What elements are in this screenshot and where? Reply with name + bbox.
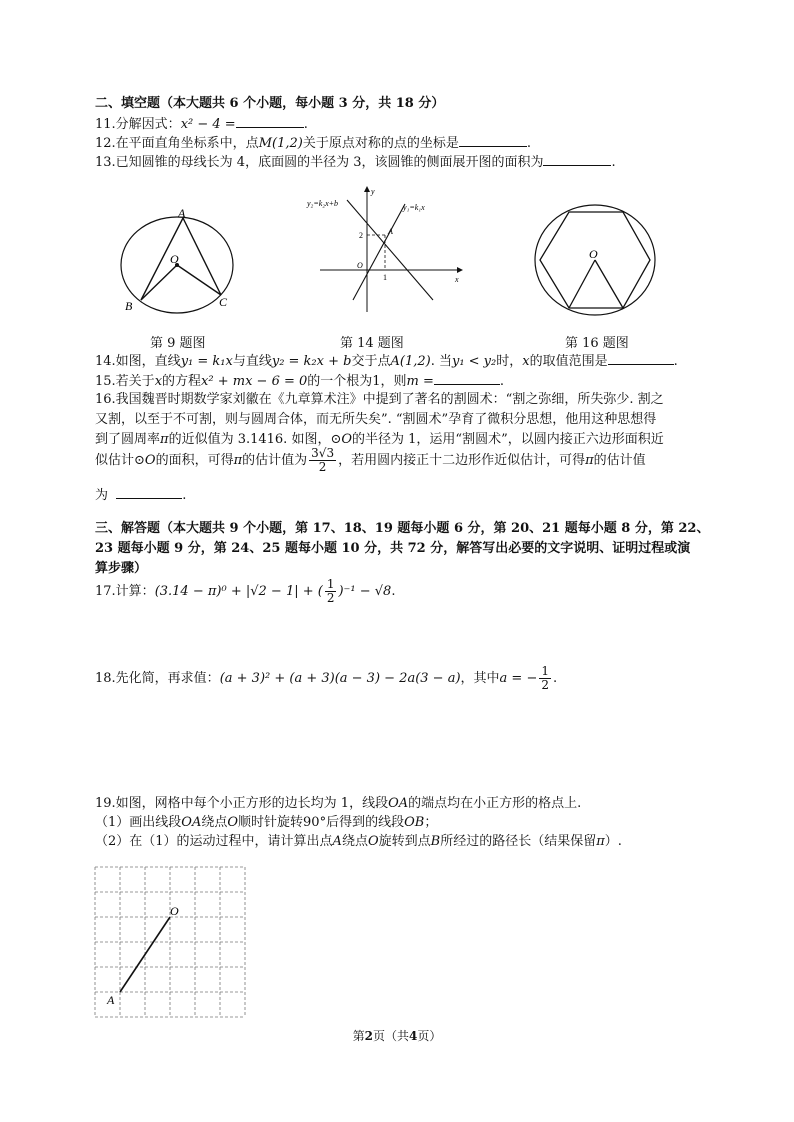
label-c: C xyxy=(219,295,228,309)
label-a: A xyxy=(388,227,393,236)
fraction-one-half: $\frac{1}{2}$ xyxy=(326,577,335,605)
question-19-line2: （1）画出线段OA绕点O顺时针旋转90°后得到的线段OB； xyxy=(95,815,438,830)
caption-fig9: 第 9 题图 xyxy=(150,336,206,351)
label-a: A xyxy=(178,206,186,220)
question-16-line3: 到了圆周率π的近似值为 3.1416. 如图，⊙O的半径为 1，运用“割圆术”，以圆内接正六边形面积近 xyxy=(95,432,664,447)
line-y1 xyxy=(353,204,405,300)
label-o: O xyxy=(589,247,598,261)
question-12: 12.在平面直角坐标系中，点M(1,2)关于原点对称的点的坐标是 . xyxy=(95,136,531,151)
radius-ob xyxy=(141,265,177,300)
caption-fig16: 第 16 题图 xyxy=(565,336,629,351)
question-16-line4: 似估计⊙O的面积，可得π的估计值为 $\frac{3√3}{2}$ ，若用圆内接正十二边形作近似估计，可得π的估计值 xyxy=(95,446,646,474)
question-14: 14.如图，直线y₁ = k₁x与直线y₂ = k₂x + b交于点A(1,2). 当y₁ < y₂时，x的取值范围是 . xyxy=(95,354,678,369)
caption-fig14: 第 14 题图 xyxy=(340,336,404,351)
answer-blank-11[interactable] xyxy=(236,115,304,128)
figure-9 xyxy=(115,200,245,315)
question-19-line1: 19.如图，网格中每个小正方形的边长均为 1，线段OA的端点均在小正方形的格点上. xyxy=(95,796,582,811)
question-15: 15.若关于x的方程x² + mx − 6 = 0的一个根为1，则m = . xyxy=(95,374,505,389)
fraction-3root3-over-2: $\frac{3√3}{2}$ xyxy=(311,446,335,474)
radius-oc xyxy=(177,265,221,295)
label-line2: y₂=k₂x+b xyxy=(307,199,339,208)
label-o: O xyxy=(170,904,179,918)
answer-blank-14[interactable] xyxy=(608,352,674,365)
label-x: x xyxy=(455,275,459,284)
question-19-line3: （2）在（1）的运动过程中，请计算出点A绕点O旋转到点B所经过的路径长（结果保留π）. xyxy=(95,834,622,849)
label-two: 2 xyxy=(359,231,363,240)
line-y2 xyxy=(347,200,433,300)
answer-blank-16[interactable] xyxy=(116,486,182,499)
radius-left xyxy=(569,260,595,308)
section2-heading: 二、填空题（本大题共 6 个小题，每小题 3 分，共 18 分） xyxy=(95,96,445,111)
section3-heading-line1: 三、解答题（本大题共 9 个小题，第 17、18、19 题每小题 6 分，第 20、21 题每小题 8 分，第 22、 xyxy=(95,521,710,536)
figure-14 xyxy=(305,182,465,317)
grid-figure-19 xyxy=(90,862,255,1022)
label-b: B xyxy=(125,299,133,313)
section3-heading-line2: 23 题每小题 9 分，第 24、25 题每小题 10 分，共 72 分，解答写出必要的文字说明、证明过程或演 xyxy=(95,541,691,556)
radius-right xyxy=(595,260,623,308)
section3-heading-line3: 算步骤） xyxy=(95,561,148,576)
question-16-line5: 为 . xyxy=(95,488,187,503)
dashed-grid xyxy=(95,867,245,1017)
page-footer: 第2页（共4页） xyxy=(352,1029,442,1043)
question-16-line1: 16.我国魏晋时期数学家刘徽在《九章算术注》中提到了著名的割圆术：“割之弥细，所失弥少. 割之 xyxy=(95,392,664,407)
label-one: 1 xyxy=(383,273,387,282)
fraction-one-half: $\frac{1}{2}$ xyxy=(541,664,549,692)
question-11: 11.分解因式：x² − 4 = . xyxy=(95,117,308,132)
question-13: 13.已知圆锥的母线长为 4，底面圆的半径为 3，该圆锥的侧面展开图的面积为 . xyxy=(95,155,616,170)
figure-16 xyxy=(530,200,660,320)
answer-blank-15[interactable] xyxy=(434,372,500,385)
answer-blank-12[interactable] xyxy=(459,134,527,147)
label-a: A xyxy=(107,993,115,1007)
question-18: 18.先化简，再求值：(a + 3)² + (a + 3)(a − 3) − 2a(3 − a)，其中a = − $\frac{1}{2}$ . xyxy=(95,664,558,692)
answer-blank-13[interactable] xyxy=(543,153,611,166)
label-line1: y₁=k₁x xyxy=(403,203,425,212)
question-16-line2: 又割，以至于不可割，则与圆周合体，而无所失矣”. “割圆术”孕育了微积分思想，他用这种思想得 xyxy=(95,412,657,427)
label-o: O xyxy=(170,252,179,266)
x-axis-arrow xyxy=(457,267,463,273)
label-y: y xyxy=(371,187,375,196)
question-17: 17.计算：(3.14 − π)⁰ + |√2 − 1| + ( $\frac{1}{2}$ )⁻¹ − √8. xyxy=(95,577,396,605)
label-o: O xyxy=(357,261,363,270)
y-axis-arrow xyxy=(364,186,370,192)
